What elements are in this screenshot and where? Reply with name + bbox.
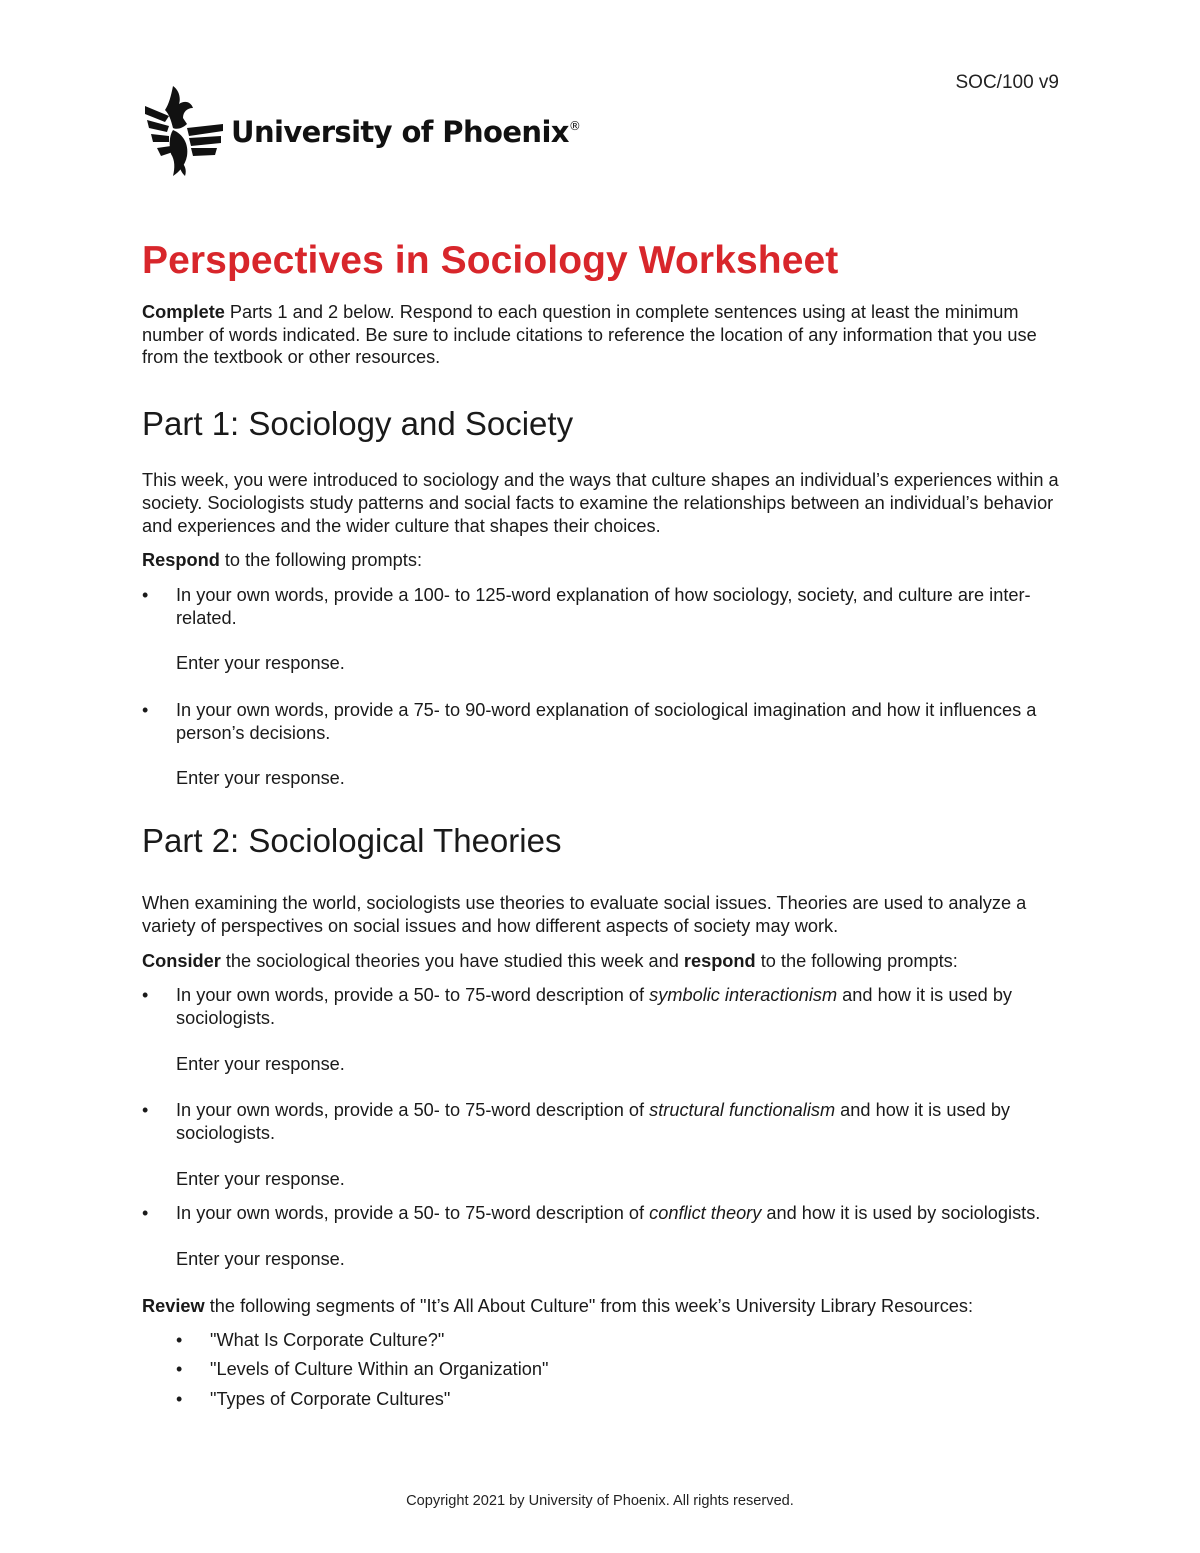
list-item xyxy=(142,1358,1067,1381)
phoenix-bird-icon xyxy=(143,84,225,178)
course-code: SOC/100 v9 xyxy=(955,72,1059,93)
bullet-icon: • xyxy=(142,584,149,605)
list-item xyxy=(142,984,1067,1075)
bullet-icon: • xyxy=(176,1359,183,1380)
part2-section xyxy=(142,821,1067,1411)
bullet-icon: • xyxy=(142,985,149,1006)
list-item xyxy=(142,1099,1067,1190)
part2-description: When examining the world, sociologists use theories to evaluate social issues. Theories are used to analyze a variety of perspectives on social issues and how different aspects of society may work. xyxy=(142,893,1027,936)
bullet-icon: • xyxy=(142,700,149,721)
list-item xyxy=(142,1202,1067,1270)
worksheet-body xyxy=(142,236,1067,1411)
prompt-text: In your own words, provide a 75- to 90-word explanation of sociological imagination and how it influences a person’s decisions. xyxy=(176,700,1037,743)
list-item xyxy=(142,1329,1067,1352)
prompt-text: In your own words, provide a 50- to 75-word description of structural functionalism and how it is used by sociologists. xyxy=(176,1100,1011,1144)
prompt-text: In your own words, provide a 50- to 75-word description of conflict theory and how it is used by sociologists. xyxy=(176,1203,1041,1224)
list-item xyxy=(142,699,1067,790)
bullet-icon: • xyxy=(142,1203,149,1224)
consider-instruction: Consider the sociological theories you have studied this week and respond to the following prompts: xyxy=(142,950,958,971)
intro-paragraph: Complete Parts 1 and 2 below. Respond to each question in complete sentences using at least the minimum number of words indicated. Be sure to include citations to reference the location of any information that you use from the textbook or other resources. xyxy=(142,302,1037,368)
university-name: University of Phoenix® xyxy=(231,115,581,149)
response-field[interactable]: Enter your response. xyxy=(176,653,345,674)
response-field[interactable]: Enter your response. xyxy=(176,1249,345,1270)
bullet-icon: • xyxy=(142,1100,149,1121)
review-instruction: Review the following segments of "It’s All About Culture" from this week’s University Library Resources: xyxy=(142,1295,974,1316)
part1-prompt-list xyxy=(142,584,1067,790)
part1-heading: Part 1: Sociology and Society xyxy=(142,405,574,443)
response-field[interactable]: Enter your response. xyxy=(176,768,345,789)
bullet-icon: • xyxy=(176,1329,183,1350)
segment-list xyxy=(142,1329,1067,1411)
university-logo xyxy=(143,84,580,178)
list-item xyxy=(142,1388,1067,1411)
page-title: Perspectives in Sociology Worksheet xyxy=(142,239,839,282)
response-field[interactable]: Enter your response. xyxy=(176,1168,345,1189)
copyright-footer: Copyright 2021 by University of Phoenix. All rights reserved. xyxy=(406,1493,794,1509)
list-item xyxy=(142,584,1067,675)
part2-heading: Part 2: Sociological Theories xyxy=(142,822,562,860)
prompt-text: In your own words, provide a 100- to 125-word explanation of how sociology, society, and culture are inter-related. xyxy=(176,584,1031,628)
segment-title: "What Is Corporate Culture?" xyxy=(210,1329,445,1350)
segment-title: "Levels of Culture Within an Organization" xyxy=(210,1359,549,1380)
respond-instruction: Respond to the following prompts: xyxy=(142,550,422,571)
part1-description: This week, you were introduced to sociology and the ways that culture shapes an individual’s experiences within a society. Sociologists study patterns and social facts to examine the relationships between an individual’s behavior and experiences and the wider culture that shapes their choices. xyxy=(142,470,1059,536)
bullet-icon: • xyxy=(176,1388,183,1409)
segment-title: "Types of Corporate Cultures" xyxy=(210,1388,451,1409)
response-field[interactable]: Enter your response. xyxy=(176,1053,345,1074)
part2-prompt-list xyxy=(142,984,1067,1271)
part1-section xyxy=(142,404,1067,790)
prompt-text: In your own words, provide a 50- to 75-word description of symbolic interactionism and how it is used by sociologists. xyxy=(176,985,1013,1028)
